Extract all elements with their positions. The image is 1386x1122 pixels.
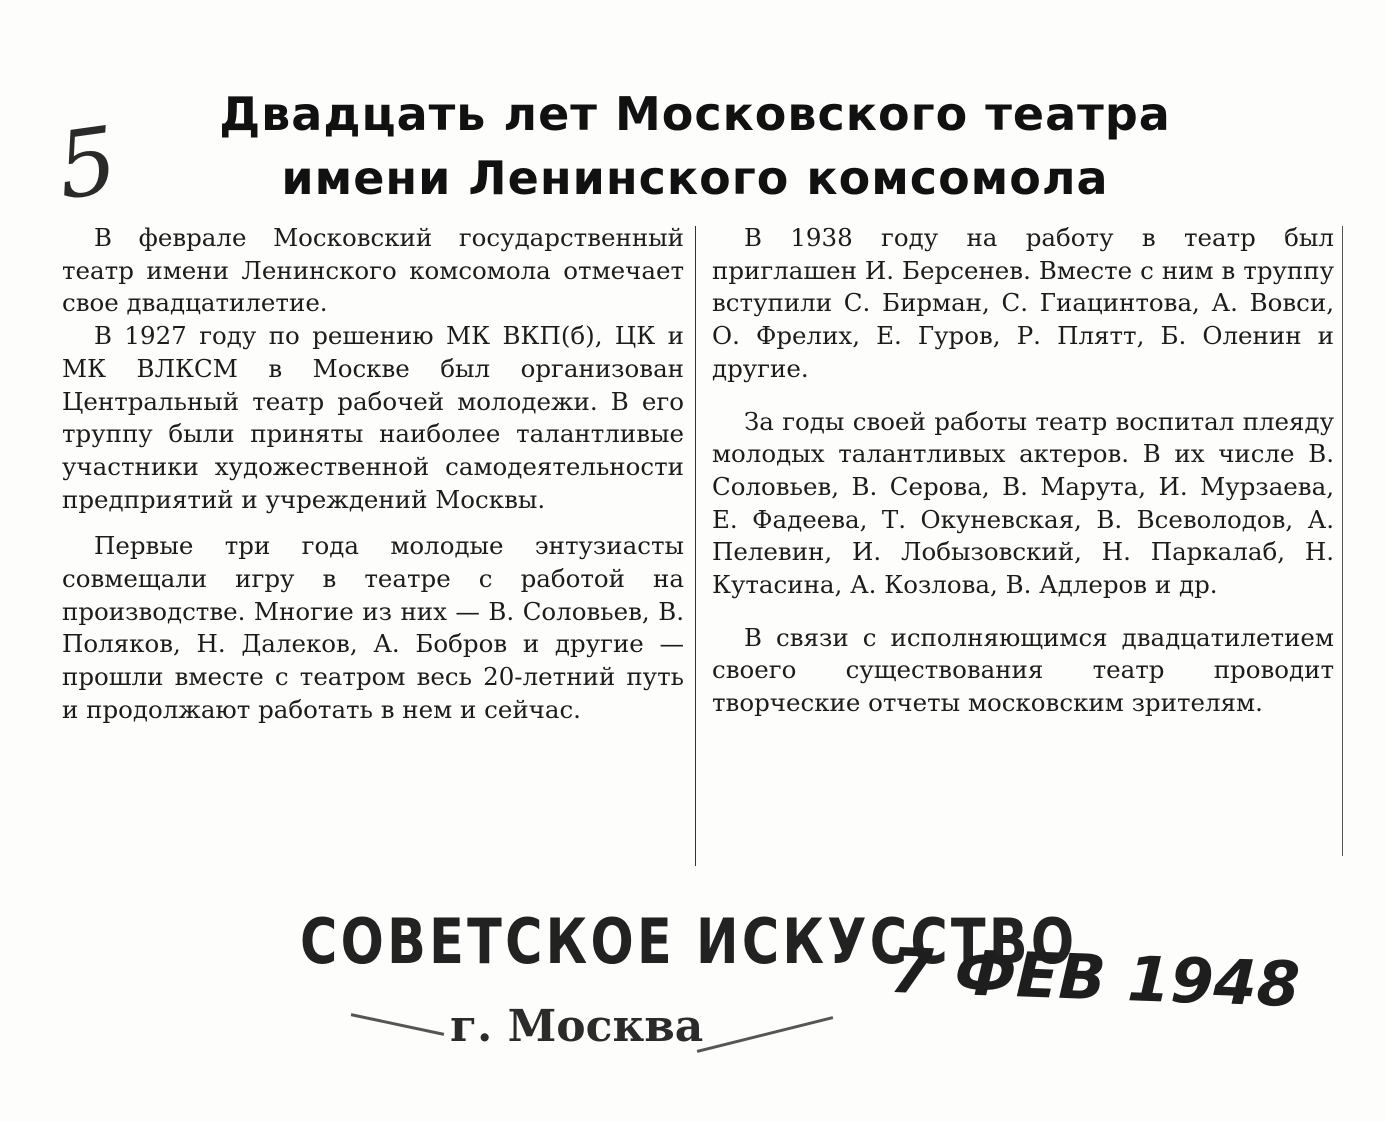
paragraph-left-3: Первые три года молодые энтузиасты совмещали игру в театре с работой на производстве. Многие из них — В. Соловьев, В. Поляков, Н. Далеков, А. Бобров и другие — прошли вместе с театром весь 20-летний путь и продолжают работать в нем и сейчас. — [62, 531, 684, 724]
paragraph-right-3: В связи с исполняющимся двадцатилетием своего существования театр проводит творческие отчеты московским зрителям. — [712, 622, 1334, 718]
paragraph-right-1: В 1938 году на работу в театр был приглашен И. Берсенев. Вместе с ним в труппу вступили С. Бирман, С. Гиацинтова, А. Вовси, О. Фрелих, Е. Гуров, Р. Плятт, Б. Оленин и другие. — [712, 223, 1334, 383]
article-headline — [140, 82, 1250, 210]
stamp-line-right — [697, 1016, 834, 1053]
paragraph-right-2: За годы своей работы театр воспитал плеяду молодых талантливых актеров. В их числе В. Соловьев, В. Серова, В. Марута, И. Мурзаева, Е. Фадеева, Т. Окуневская, В. Всеволодов, А. Пелевин, И. Лобызовский, Н. Паркалаб, Н. Кутасина, А. Козлова, В. Адлеров и др. — [712, 406, 1334, 600]
headline-line-1: Двадцать лет Московского театра — [219, 87, 1171, 141]
stamp-publication-name: СОВЕТСКОЕ ИСКУССТВО — [300, 905, 1078, 978]
handwritten-number-mark: 5 — [50, 106, 124, 221]
stamp-date: 7 ФЕВ 1948 — [888, 933, 1302, 1022]
paragraph-left-1: В феврале Московский государственный театр имени Ленинского комсомола отмечает свое двадцатилетие. — [62, 223, 684, 318]
stamp-line-left — [351, 1013, 445, 1036]
right-border-line — [1342, 226, 1343, 856]
stamp-city: г. Москва — [450, 1001, 704, 1052]
article-column-right — [712, 222, 1334, 720]
article-column-left — [62, 222, 684, 727]
headline-line-2: имени Ленинского комсомола — [281, 151, 1109, 205]
paragraph-left-2: В 1927 году по решению МК ВКП(б), ЦК и МК ВЛКСМ в Москве был организован Центральный театр рабочей молодежи. В его труппу были приняты наиболее талантливые участники художественной самодеятельности предприятий и учреждений Москвы. — [62, 321, 684, 514]
publication-stamp — [300, 905, 1302, 1065]
column-divider — [695, 226, 696, 866]
